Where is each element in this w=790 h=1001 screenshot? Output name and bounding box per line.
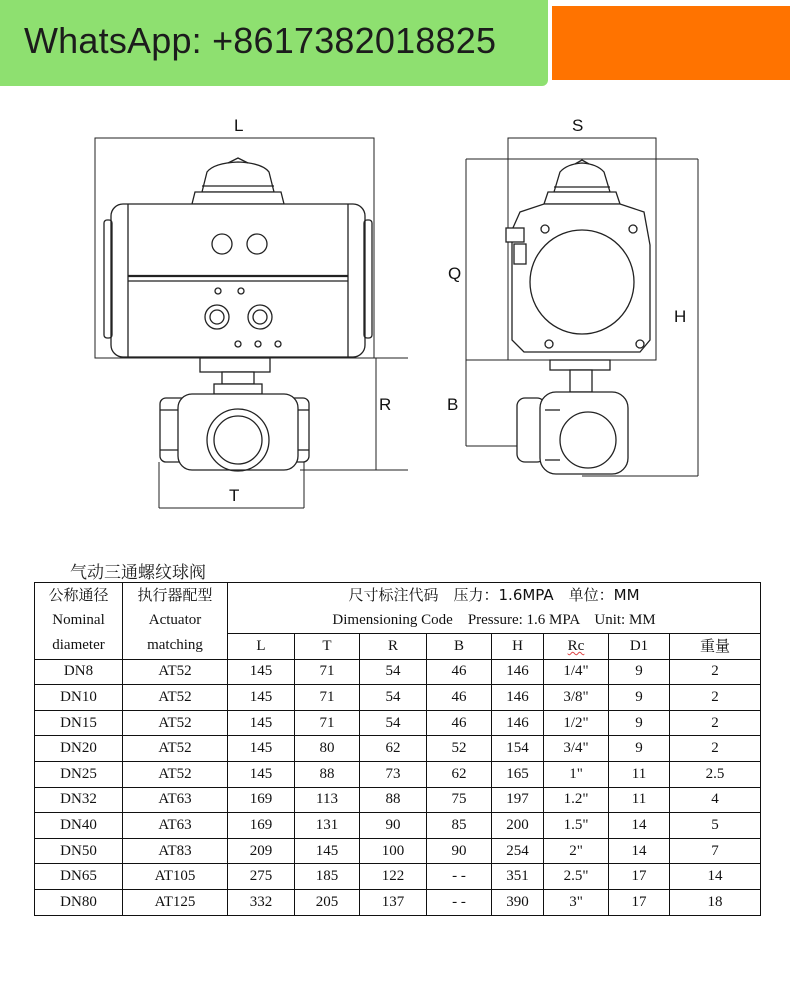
table-cell: 145: [228, 659, 295, 685]
label-r: R: [379, 395, 392, 414]
table-cell: 5: [670, 813, 761, 839]
header-nominal-diameter: 公称通径 Nominal diameter: [35, 583, 123, 660]
table-cell: AT52: [123, 685, 228, 711]
table-cell: DN15: [35, 710, 123, 736]
table-cell: 2: [670, 685, 761, 711]
table-cell: 145: [295, 838, 360, 864]
table-cell: 209: [228, 838, 295, 864]
table-cell: AT83: [123, 838, 228, 864]
table-cell: 1.2": [544, 787, 609, 813]
table-cell: DN80: [35, 889, 123, 915]
table-cell: 9: [609, 685, 670, 711]
table-cell: 46: [427, 659, 492, 685]
table-cell: 122: [360, 864, 427, 890]
table-row: [35, 659, 761, 685]
table-cell: AT63: [123, 813, 228, 839]
table-row: [35, 838, 761, 864]
table-cell: DN25: [35, 761, 123, 787]
table-cell: 11: [609, 761, 670, 787]
column-header-7: 重量: [670, 634, 761, 660]
table-cell: 113: [295, 787, 360, 813]
header-dimension-code-cn: 尺寸标注代码 压力：1.6MPA 单位：MM: [228, 583, 761, 609]
table-cell: 146: [492, 710, 544, 736]
table-cell: - -: [427, 889, 492, 915]
table-cell: 85: [427, 813, 492, 839]
table-cell: 1/4": [544, 659, 609, 685]
table-cell: DN8: [35, 659, 123, 685]
table-cell: 197: [492, 787, 544, 813]
table-cell: 3": [544, 889, 609, 915]
table-cell: 146: [492, 659, 544, 685]
table-cell: 54: [360, 710, 427, 736]
table-cell: 1/2": [544, 710, 609, 736]
table-cell: AT52: [123, 761, 228, 787]
table-cell: 46: [427, 710, 492, 736]
whatsapp-banner: [0, 0, 548, 86]
table-cell: 18: [670, 889, 761, 915]
table-cell: 145: [228, 710, 295, 736]
table-cell: 17: [609, 864, 670, 890]
table-cell: 351: [492, 864, 544, 890]
table-cell: 2.5": [544, 864, 609, 890]
table-cell: 165: [492, 761, 544, 787]
column-header-0: L: [228, 634, 295, 660]
column-header-6: D1: [609, 634, 670, 660]
table-cell: 71: [295, 710, 360, 736]
column-header-4: H: [492, 634, 544, 660]
table-cell: 54: [360, 659, 427, 685]
column-header-5: Rc: [544, 634, 609, 660]
table-cell: 2: [670, 710, 761, 736]
table-cell: 88: [295, 761, 360, 787]
table-cell: - -: [427, 864, 492, 890]
table-cell: 205: [295, 889, 360, 915]
table-cell: 332: [228, 889, 295, 915]
table-cell: DN32: [35, 787, 123, 813]
table-cell: 169: [228, 813, 295, 839]
table-cell: 71: [295, 659, 360, 685]
table-row: [35, 787, 761, 813]
table-cell: 185: [295, 864, 360, 890]
table-cell: 11: [609, 787, 670, 813]
table-cell: 145: [228, 761, 295, 787]
whatsapp-contact-text: WhatsApp: +8617382018825: [24, 20, 497, 61]
label-b: B: [447, 395, 459, 414]
table-cell: 2": [544, 838, 609, 864]
table-cell: 46: [427, 685, 492, 711]
table-cell: 137: [360, 889, 427, 915]
table-cell: 100: [360, 838, 427, 864]
table-cell: DN10: [35, 685, 123, 711]
table-cell: 1.5": [544, 813, 609, 839]
table-cell: AT52: [123, 736, 228, 762]
table-cell: 9: [609, 736, 670, 762]
table-cell: DN20: [35, 736, 123, 762]
table-cell: 2: [670, 659, 761, 685]
valve-dimension-drawing: [0, 90, 790, 530]
table-cell: 145: [228, 736, 295, 762]
label-h: H: [674, 307, 687, 326]
table-cell: 73: [360, 761, 427, 787]
table-cell: 390: [492, 889, 544, 915]
column-header-1: T: [295, 634, 360, 660]
table-cell: AT125: [123, 889, 228, 915]
table-cell: 2: [670, 736, 761, 762]
table-row: [35, 889, 761, 915]
table-cell: 14: [609, 813, 670, 839]
table-cell: 2.5: [670, 761, 761, 787]
column-header-2: R: [360, 634, 427, 660]
table-cell: 62: [427, 761, 492, 787]
table-cell: AT52: [123, 659, 228, 685]
label-s: S: [572, 116, 584, 135]
table-cell: 3/8": [544, 685, 609, 711]
table-cell: 131: [295, 813, 360, 839]
table-cell: 90: [427, 838, 492, 864]
orange-banner-block: [552, 6, 790, 80]
table-cell: 275: [228, 864, 295, 890]
table-cell: 80: [295, 736, 360, 762]
table-cell: DN40: [35, 813, 123, 839]
table-cell: 3/4": [544, 736, 609, 762]
table-cell: 145: [228, 685, 295, 711]
table-cell: 62: [360, 736, 427, 762]
table-row: [35, 736, 761, 762]
table-cell: AT52: [123, 710, 228, 736]
table-cell: 14: [670, 864, 761, 890]
label-q: Q: [448, 264, 462, 283]
table-cell: 52: [427, 736, 492, 762]
table-row: [35, 864, 761, 890]
dimension-table: [34, 582, 761, 916]
table-cell: 71: [295, 685, 360, 711]
header-actuator-matching: 执行器配型 Actuator matching: [123, 583, 228, 660]
table-cell: 154: [492, 736, 544, 762]
table-cell: 9: [609, 659, 670, 685]
table-row: [35, 813, 761, 839]
table-cell: 14: [609, 838, 670, 864]
table-cell: 4: [670, 787, 761, 813]
column-header-3: B: [427, 634, 492, 660]
table-cell: DN65: [35, 864, 123, 890]
table-cell: DN50: [35, 838, 123, 864]
table-cell: AT105: [123, 864, 228, 890]
table-row: [35, 710, 761, 736]
table-row: [35, 685, 761, 711]
table-cell: 17: [609, 889, 670, 915]
table-cell: 146: [492, 685, 544, 711]
table-cell: AT63: [123, 787, 228, 813]
table-cell: 7: [670, 838, 761, 864]
table-cell: 254: [492, 838, 544, 864]
table-title: 气动三通螺纹球阀: [70, 563, 206, 583]
table-cell: 88: [360, 787, 427, 813]
table-cell: 169: [228, 787, 295, 813]
table-cell: 75: [427, 787, 492, 813]
label-l: L: [234, 116, 244, 135]
table-cell: 90: [360, 813, 427, 839]
table-cell: 200: [492, 813, 544, 839]
label-t: T: [229, 486, 240, 505]
table-cell: 1": [544, 761, 609, 787]
table-cell: 54: [360, 685, 427, 711]
table-cell: 9: [609, 710, 670, 736]
header-dimension-code-en: Dimensioning Code Pressure: 1.6 MPA Unit: MM: [228, 608, 761, 634]
table-row: [35, 761, 761, 787]
